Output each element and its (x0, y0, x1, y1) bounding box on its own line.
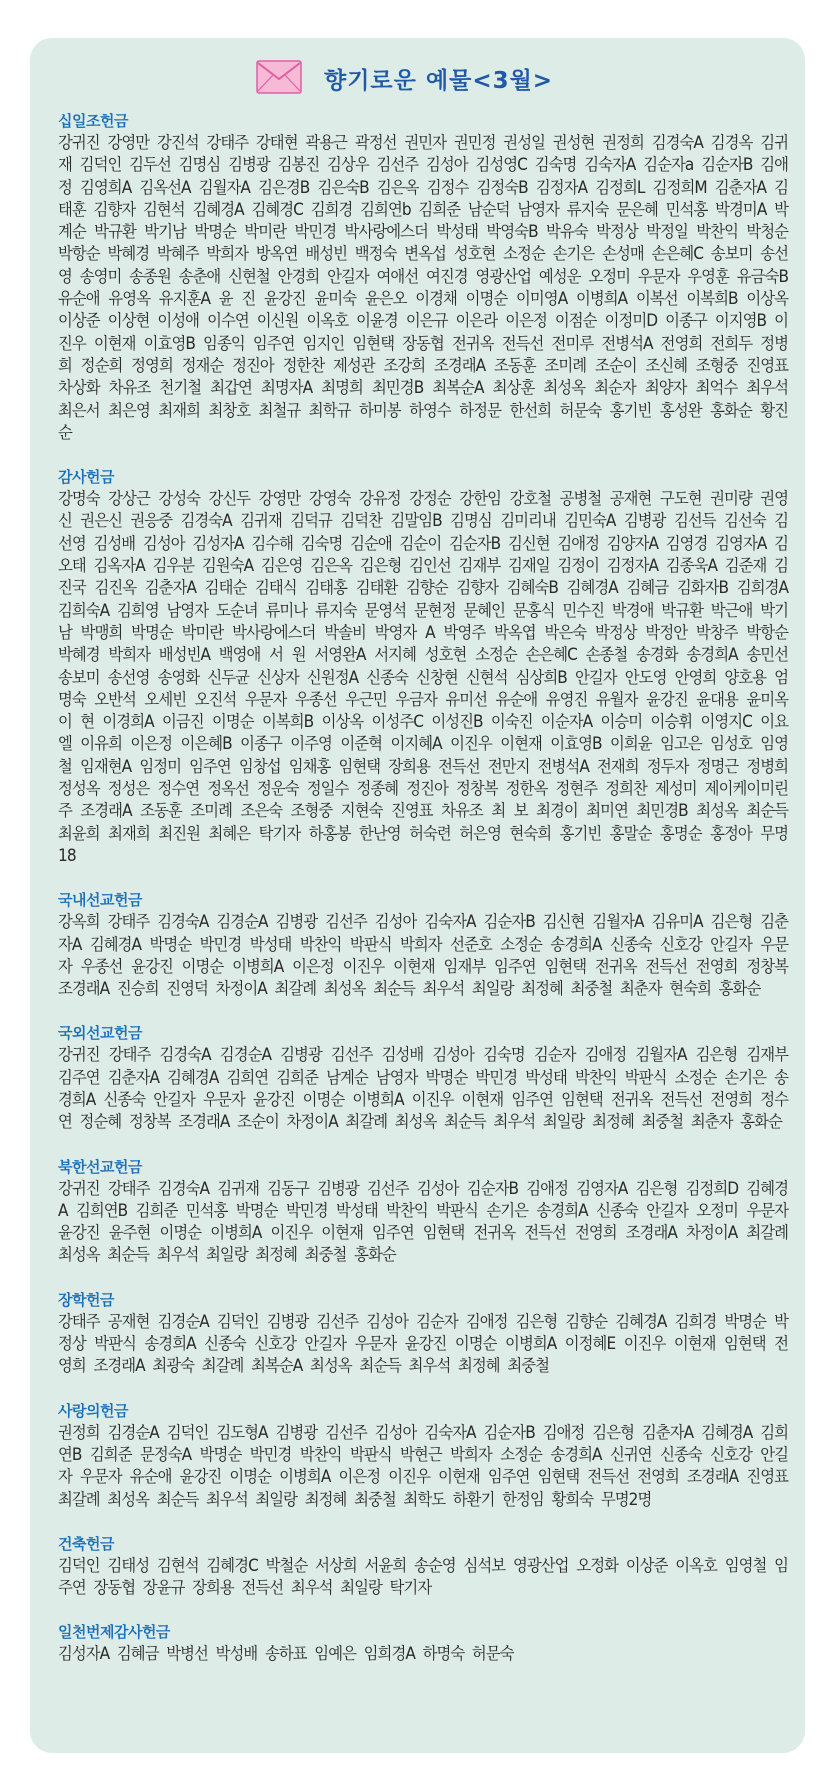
donor-list: 강태주 공재현 김경순A 김덕인 김병광 김선주 김성아 김순자 김애정 김은형 김향순 김혜경A 김희경 박명순 박정상 박판식 송경희A 신종숙 신호강 안길자 우문자 윤강진 이명순 이병희A 이정혜E 이진우 이현재 임현택 전영희 조경래A 최광숙 최갈례 최복순A 최성옥 최순득 최우석 최정혜 최중철 (58, 1311, 789, 1376)
section-title: 사랑의헌금 (58, 1401, 128, 1420)
section-building (58, 1533, 788, 1600)
section-title: 북한선교헌금 (58, 1157, 142, 1176)
offering-card (30, 38, 805, 1753)
section-title: 감사헌금 (58, 468, 114, 487)
section-title: 일천번제감사헌금 (58, 1623, 170, 1642)
donor-list: 김덕인 김태성 김현석 김혜경C 박철순 서상희 서윤희 송순영 심석보 영광산업 오정화 이상준 이옥호 임영철 임주연 장동협 장윤규 장희용 전득선 최우석 최일랑 탁기자 (58, 1555, 789, 1598)
section-thousand-offerings (58, 1621, 788, 1665)
section-title: 국외선교헌금 (58, 1024, 142, 1043)
section-north-korea-mission (58, 1156, 788, 1267)
donor-list: 강옥희 강태주 김경숙A 김경순A 김병광 김선주 김성아 김숙자A 김순자B 김신현 김월자A 김유미A 김은형 김춘자A 김혜경A 박명순 박민경 박성태 박찬익 박판식 박희자 선준호 소정순 송경희A 신종숙 신호강 안길자 우문자 우종선 윤강진 이명순 이병희A 이은정 이진우 이현재 임재부 임주연 임현택 전귀옥 전득선 전영희 정창복 조경래A 진승희 진영덕 차정이A 최갈례 최성옥 최순득 최우석 최일랑 최정혜 최중철 최춘자 현숙희 홍화순 (58, 912, 789, 999)
section-domestic-mission (58, 889, 788, 1000)
donor-list: 강명숙 강상근 강성숙 강신두 강영만 강영숙 강유정 강정순 강한임 강호철 공병철 공재현 구도현 권미량 권영신 권은신 권응중 김경숙A 김귀재 김덕규 김덕찬 김말임B 김명심 김미리내 김민숙A 김병광 김선득 김선숙 김선영 김성배 김성아 김성자A 김수해 김숙명 김순애 김순이 김순자B 김신현 김애정 김양자A 김영경 김영자A 김오태 김옥자A 김우분 김원숙A 김은영 김은옥 김은형 김인선 김재부 김재일 김정이 김정자A 김종욱A 김준재 김진국 김진옥 김춘자A 김태순 김태식 김태홍 김태환 김향순 김향자 김혜숙B 김혜경A 김혜금 김화자B 김희경A 김희숙A 김희영 남영자 도순녀 류미나 류지숙 문영석 문현정 문혜인 문홍식 민수진 박경애 박규환 박근애 박기남 박맹희 박명순 박미란 박사랑에스더 박솔비 박영자 A 박영주 박옥엽 박은숙 박정상 박정안 박창주 박항순 박혜경 박희자 배성빈A 백영애 서 원 서영완A 서지혜 성호현 소정순 손은혜C 손종철 송경화 송경희A 송민선 송보미 송선영 송영화 신두균 신상자 신원정A 신종숙 신창현 신현석 심상희B 안길자 안도영 안영희 양호용 엄명숙 오반석 오세빈 오진석 우문자 우종선 우근민 우금자 유미선 유순애 유영진 유월자 윤강진 윤대용 윤미옥 이 현 이경희A 이금진 이명순 이복희B 이상옥 이성주C 이성진B 이숙진 이순자A 이승미 이승휘 이영지C 이요엘 이유희 이은정 이은혜B 이종구 이주영 이준혁 이지혜A 이진우 이현재 이효영B 이희윤 임고은 임성호 임영철 임재현A 임정미 임주연 임창섭 임채홍 임현택 장희용 전득선 전만지 전병석A 전재희 정두자 정명근 정병희 정성옥 정성은 정수연 정옥선 정운숙 정일수 정종혜 정진아 정창복 정한옥 정현주 정희찬 제성미 제이케이미린주 조경래A 조동훈 조미례 조은숙 조형중 지현숙 진영표 차유조 최 보 최경이 최미연 최민경B 최성옥 최순득 최윤희 최재희 최진원 최혜은 탁기자 하홍봉 한난영 허숙련 허은영 현숙희 홍기빈 홍말순 홍명순 홍정아 무명18 (58, 489, 789, 865)
section-scholarship (58, 1289, 788, 1378)
donor-list: 강귀진 강태주 김경숙A 김귀재 김동구 김병광 김선주 김성아 김순자B 김애정 김영자A 김은형 김정희D 김혜경A 김희연B 김희준 민석홍 박명순 박민경 박성태 박찬익 박판식 손기은 송경희A 신종숙 안길자 오정미 우문자 윤강진 윤주현 이명순 이병희A 이진우 이현재 임주연 임현택 전귀옥 전득선 전영희 조경래A 차정이A 최갈례 최성옥 최순득 최우석 최일랑 최정혜 최중철 홍화순 (58, 1178, 789, 1265)
section-thanksgiving (58, 466, 788, 867)
section-tithe (58, 110, 788, 444)
envelope-icon (256, 60, 302, 94)
section-love (58, 1400, 788, 1511)
donor-list: 강귀진 강태주 김경숙A 김경순A 김병광 김선주 김성배 김성아 김숙명 김순자 김애정 김월자A 김은형 김재부 김주연 김춘자A 김혜경A 김희연 김희준 남계순 남영자 박명순 박민경 박성태 박찬익 박판식 소정순 손기은 송경희A 신종숙 안길자 우문자 윤강진 이명순 이병희A 이진우 이현재 임주연 임현택 전귀옥 전득선 전영희 정수연 정순혜 정창복 조경래A 조순이 차정이A 최갈례 최성옥 최순득 최우석 최일랑 최정혜 최중철 최춘자 홍화순 (58, 1045, 789, 1132)
offering-sections (58, 110, 788, 1688)
section-title: 국내선교헌금 (58, 891, 142, 910)
header (30, 58, 805, 98)
section-title: 건축헌금 (58, 1534, 114, 1553)
page-title: 향기로운 예물<3월> (324, 68, 554, 94)
donor-list: 강귀진 강영만 강진석 강태주 강태현 곽용근 곽정선 권민자 권민정 권성일 권성현 권정희 김경숙A 김경옥 김귀재 김덕인 김두선 김명심 김병광 김봉진 김상우 김선주 김성아 김성영C 김숙명 김숙자A 김순자a 김순자B 김애정 김영희A 김옥선A 김월자A 김은경B 김은숙B 김은옥 김정수 김정숙B 김정자A 김정희L 김정희M 김춘자A 김태훈 김향자 김현석 김혜경A 김혜경C 김희경 김희연b 김희준 남순덕 남영자 류지숙 문은혜 민석홍 박경미A 박계순 박규환 박기남 박명순 박미란 박민경 박사랑에스더 박성태 박영숙B 박유숙 박정상 박정일 박찬익 박청순 박항순 박혜경 박혜주 박희자 방옥연 배성빈 백정숙 변옥섭 성호현 소정순 손기은 손성매 손은혜C 송보미 송선영 송영미 송종원 송춘애 신현철 안경희 안길자 여애선 여진경 영광산업 예성운 오정미 우문자 우영훈 유금숙B 유순애 유영옥 유지훈A 윤 진 윤강진 윤미숙 윤은오 이경채 이명순 이미영A 이병희A 이복선 이복희B 이상옥 이상준 이상현 이성애 이수연 이신원 이옥호 이윤경 이은규 이은라 이은정 이점순 이정미D 이종구 이지영B 이진우 이현재 이효영B 임종익 임주연 임지인 임현택 장동협 전귀옥 전득선 전미루 전병석A 전영희 전희두 정병희 정순희 정영희 정재순 정진아 정한찬 제성관 조강희 조경래A 조동훈 조미례 조순이 조신혜 조형중 진영표 차상화 차유조 천기철 최갑연 최명자A 최명희 최민경B 최복순A 최상훈 최성옥 최순자 최양자 최억수 최우석 최은서 최은영 최재희 최창호 최철규 최학규 하미봉 하영수 하정문 한선희 허문숙 홍기빈 홍성완 홍화순 황진순 (58, 133, 789, 442)
section-overseas-mission (58, 1022, 788, 1133)
section-title: 십일조헌금 (58, 112, 128, 130)
section-title: 장학헌금 (58, 1290, 114, 1309)
donor-list: 김성자A 김혜금 박병선 박성배 송하표 임예은 임희경A 하명숙 허문숙 (58, 1644, 514, 1664)
donor-list: 권정희 김경순A 김덕인 김도형A 김병광 김선주 김성아 김숙자A 김순자B 김애정 김은형 김춘자A 김혜경A 김희연B 김희준 문정숙A 박명순 박민경 박찬익 박판식 박현근 박희자 소정순 송경희A 신귀연 신종숙 신호강 안길자 우문자 유순애 윤강진 이명순 이병희A 이은정 이진우 이현재 임주연 임현택 전득선 전영희 조경래A 진영표 최갈례 최성옥 최순득 최우석 최일랑 최정혜 최중철 최학도 하환기 한정임 황희숙 무명2명 (58, 1422, 789, 1509)
